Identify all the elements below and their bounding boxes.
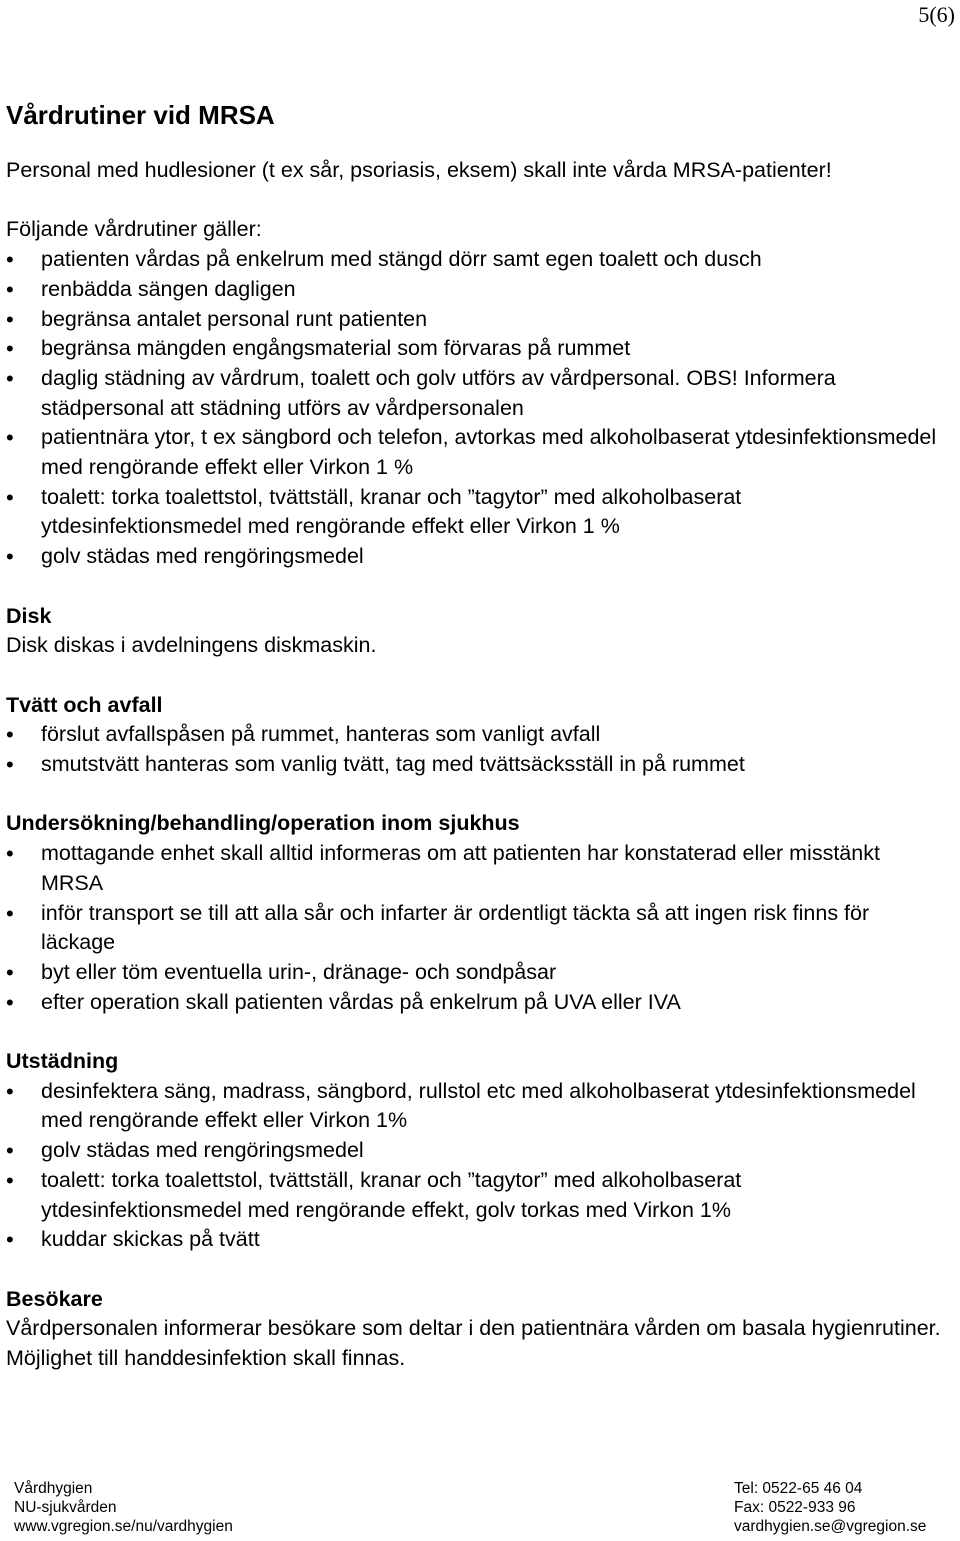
footer-org-unit: NU-sjukvården xyxy=(14,1499,117,1516)
cleaning-heading: Utstädning xyxy=(6,1049,119,1074)
visitors-text: Vårdpersonalen informerar besökare som deltar i den patientnära vården om basala hygienrutiner. Möjlighet till handdesinfektion skall finnas. xyxy=(6,1316,941,1371)
footer-contact-details xyxy=(734,1479,926,1536)
laundry-list xyxy=(6,720,946,779)
page-number: 5(6) xyxy=(918,2,955,27)
intro-text: Personal med hudlesioner (t ex sår, psoriasis, eksem) skall inte vårda MRSA-patienter! xyxy=(6,158,832,182)
list-item: • golv städas med rengöringsmedel xyxy=(6,542,946,572)
list-item: • byt eller töm eventuella urin-, dränage- och sondpåsar xyxy=(6,958,946,988)
list-item: • patienten vårdas på enkelrum med stängd dörr samt egen toalett och dusch xyxy=(6,245,946,275)
list-item: • golv städas med rengöringsmedel xyxy=(6,1136,946,1166)
examination-list xyxy=(6,839,946,1017)
list-item: • patientnära ytor, t ex sängbord och telefon, avtorkas med alkoholbaserat ytdesinfektionsmedel med rengörande effekt eller Virkon 1 % xyxy=(6,423,946,482)
list-item: • smutstvätt hanteras som vanlig tvätt, tag med tvättsäcksställ in på rummet xyxy=(6,750,946,780)
footer-org-name: Vårdhygien xyxy=(14,1480,93,1497)
list-item: • begränsa mängden engångsmaterial som förvaras på rummet xyxy=(6,334,946,364)
list-item: • renbädda sängen dagligen xyxy=(6,275,946,305)
list-item: • mottagande enhet skall alltid informeras om att patienten har konstaterad eller misstänkt MRSA xyxy=(6,839,946,898)
list-item: • toalett: torka toalettstol, tvättställ, kranar och ”tagytor” med alkoholbaserat ytdesinfektionsmedel med rengörande effekt, golv torkas med Virkon 1% xyxy=(6,1166,946,1225)
document-body xyxy=(6,98,946,1374)
footer-website: www.vgregion.se/nu/vardhygien xyxy=(14,1518,233,1535)
list-item: • förslut avfallspåsen på rummet, hanteras som vanligt avfall xyxy=(6,720,946,750)
laundry-heading: Tvätt och avfall xyxy=(6,692,163,717)
cleaning-list xyxy=(6,1077,946,1255)
footer-fax: Fax: 0522-933 96 xyxy=(734,1499,856,1516)
page-title: Vårdrutiner vid MRSA xyxy=(6,100,275,130)
examination-heading: Undersökning/behandling/operation inom sjukhus xyxy=(6,811,520,836)
list-item: • efter operation skall patienten vårdas på enkelrum på UVA eller IVA xyxy=(6,988,946,1018)
visitors-heading: Besökare xyxy=(6,1286,103,1311)
footer-email: vardhygien.se@vgregion.se xyxy=(734,1518,927,1535)
list-item: • daglig städning av vårdrum, toalett och golv utförs av vårdpersonal. OBS! Informera städpersonal att städning utförs av vårdpersonalen xyxy=(6,364,946,423)
footer-contact-org xyxy=(14,1479,233,1536)
list-item: • kuddar skickas på tvätt xyxy=(6,1225,946,1255)
routines-lead: Följande vårdrutiner gäller: xyxy=(6,217,262,242)
list-item: • desinfektera säng, madrass, sängbord, rullstol etc med alkoholbaserat ytdesinfektionsmedel med rengörande effekt eller Virkon 1% xyxy=(6,1077,946,1136)
disk-text: Disk diskas i avdelningens diskmaskin. xyxy=(6,633,377,658)
routines-list xyxy=(6,245,946,572)
list-item: • inför transport se till att alla sår och infarter är ordentligt täckta så att ingen risk finns för läckage xyxy=(6,899,946,958)
disk-heading: Disk xyxy=(6,603,52,628)
list-item: • begränsa antalet personal runt patienten xyxy=(6,305,946,335)
footer-phone: Tel: 0522-65 46 04 xyxy=(734,1480,863,1497)
list-item: • toalett: torka toalettstol, tvättställ, kranar och ”tagytor” med alkoholbaserat ytdesinfektionsmedel med rengörande effekt eller Virkon 1 % xyxy=(6,483,946,542)
